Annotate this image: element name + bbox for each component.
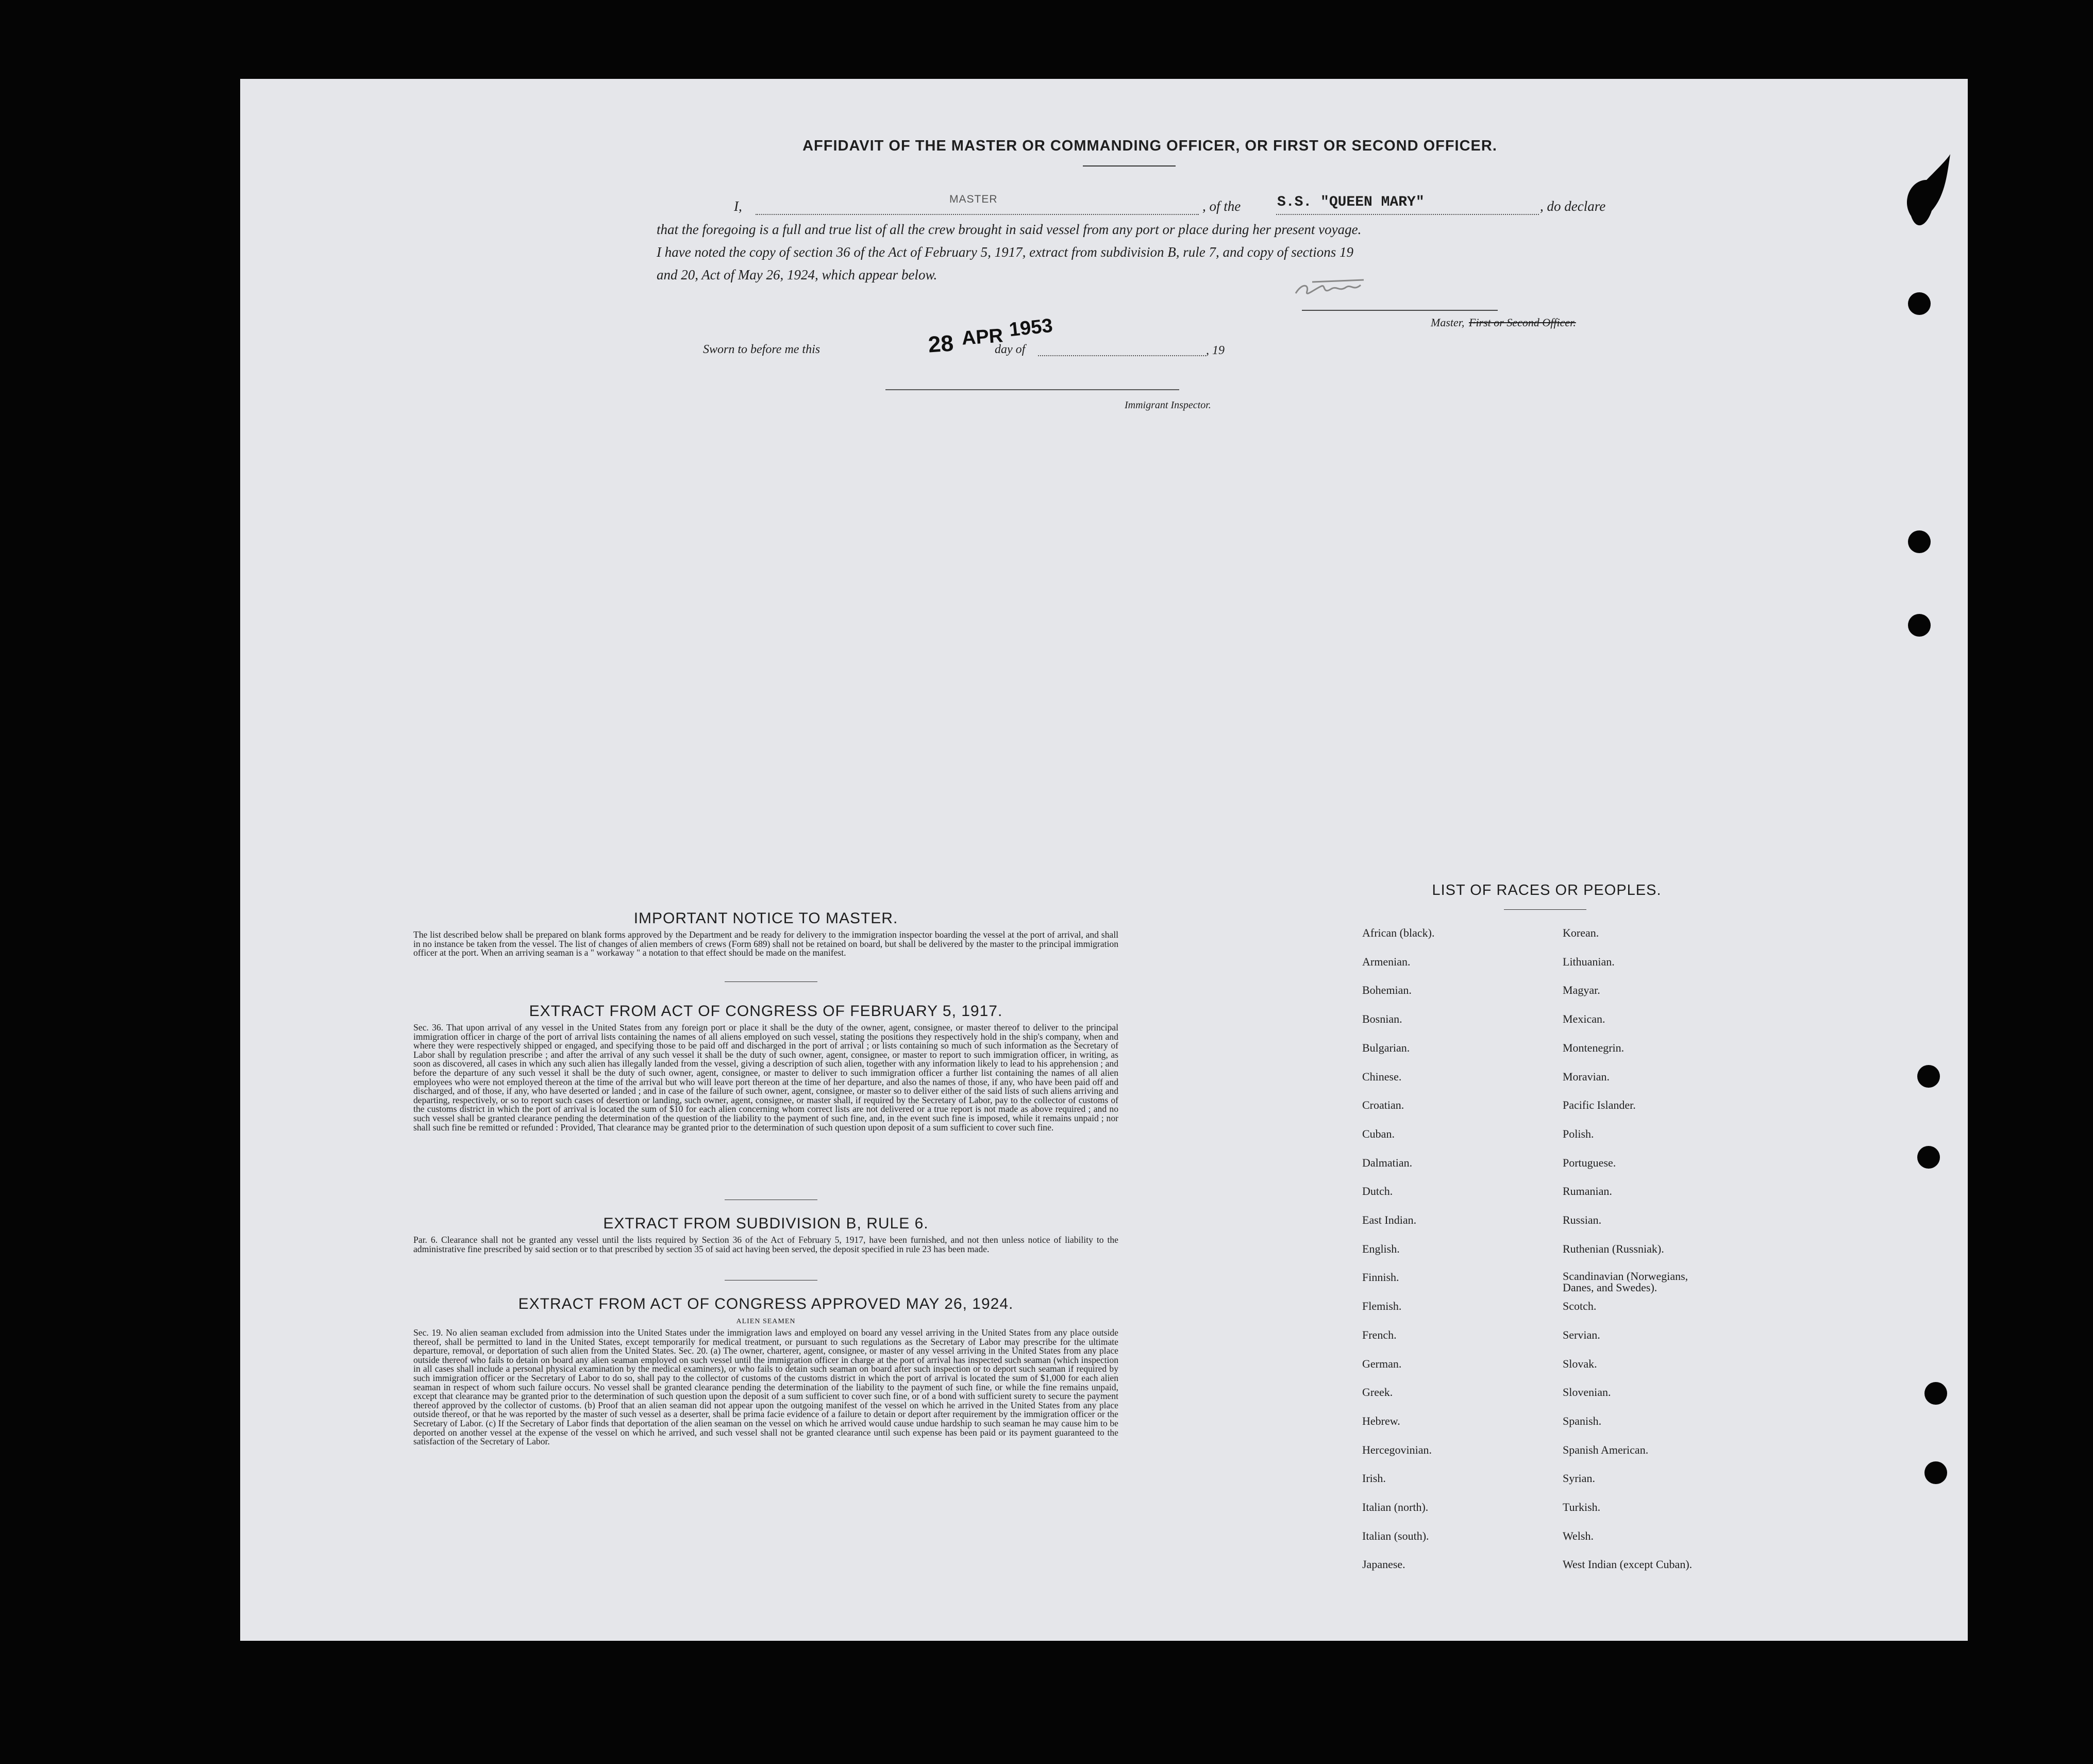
race-item: Dalmatian. <box>1362 1156 1413 1169</box>
extract-1917-title: EXTRACT FROM ACT OF CONGRESS OF FEBRUARY 5, 1917. <box>529 1003 1003 1020</box>
date-stamp-month: APR <box>961 325 1004 350</box>
date-stamp-year: 1953 <box>1008 314 1054 341</box>
race-item: Mexican. <box>1563 1012 1605 1026</box>
vessel-name-line <box>1276 214 1539 215</box>
vessel-name: S.S. "QUEEN MARY" <box>1277 194 1425 210</box>
affidavit-of-the: , of the <box>1202 198 1241 214</box>
race-item: English. <box>1362 1242 1400 1255</box>
race-item: Dutch. <box>1362 1185 1393 1198</box>
punch-hole <box>1908 530 1931 553</box>
race-item: Slovak. <box>1563 1357 1597 1370</box>
title-underline <box>1083 165 1176 167</box>
affidavit-line2: that the foregoing is a full and true list of all the crew brought in said vessel from any port or place during her present voyage. <box>657 222 1362 237</box>
torn-corner-mark <box>1896 154 1957 247</box>
punch-hole <box>1917 1146 1940 1169</box>
sworn-month-line <box>1038 355 1206 356</box>
date-stamp-day: 28 <box>927 330 955 358</box>
race-item: Syrian. <box>1563 1472 1595 1485</box>
punch-hole <box>1924 1461 1947 1484</box>
affidavit-line3: I have noted the copy of section 36 of the Act of February 5, 1917, extract from subdivision B, rule 7, and copy of sections 19 <box>657 244 1353 260</box>
race-item: Moravian. <box>1563 1070 1610 1083</box>
race-item: Hebrew. <box>1362 1414 1400 1427</box>
punch-hole <box>1908 614 1931 637</box>
race-item: Italian (north). <box>1362 1501 1429 1513</box>
master-typed: MASTER <box>949 193 998 205</box>
signature-caption-master: Master, <box>1431 316 1465 329</box>
race-item: Slovenian. <box>1563 1386 1611 1399</box>
race-item: West Indian (except Cuban). <box>1563 1558 1693 1571</box>
race-item: Cuban. <box>1362 1127 1395 1140</box>
inspector-line <box>885 389 1179 390</box>
race-item: East Indian. <box>1362 1213 1417 1226</box>
extract-1917-text: Sec. 36. That upon arrival of any vessel in the United States from any foreign port or place it shall be the duty of the owner, agent, consignee, or master thereof to deliver to the principal immigration officer in charge of the port of arrival lists containing the names of all aliens employed on such vessel, stating the positions they respectively hold in the ship's company, when and where they were respectively shipped or engaged, and specifying those to be paid off and discharged in the port of arrival ; or lists containing so much of such information as the Secretary of Labor shall by regulation prescribe ; and after the arrival of any such vessel it shall be the duty of such owner, agent, consignee, or master to report to such immigration officer, in writing, as soon as discovered, all cases in which any such alien has illegally landed from the vessel, giving a description of such alien, together with any information likely to lead to his apprehension ; and before the departure of any such vessel it shall be the duty of such owner, agent, consignee, or master to deliver to such immigration officer a further list containing the names of all alien employees who were not employed thereon at the time of the arrival but who will leave port thereon at the time of her departure, and also the names of those, if any, who have been paid off and discharged, and of those, if any, who have deserted or landed ; and in case of the failure of such owner, agent, consignee, or master so to deliver either of the said lists of such aliens arriving and departing, respectively, or so to report such cases of desertion or landing, such owner, agent, consignee, or master shall, if required by the Secretary of Labor, pay to the collector of customs of the customs district in which the port of arrival is located the sum of $10 for each alien concerning whom correct lists are not delivered or a true report is not made as above required ; and no such vessel shall be granted clearance pending the determination of the question of the liability to the payment of such fine, and, in the event such fine is imposed, while it remains unpaid ; nor shall such fine be remitted or refunded : Provided, That clearance may be granted prior to the determination of such question upon deposit of a sum sufficient to cover such fine. <box>413 1022 1118 1133</box>
races-title: LIST OF RACES OR PEOPLES. <box>1432 882 1662 898</box>
race-item: Servian. <box>1563 1328 1600 1341</box>
race-item: African (black). <box>1362 926 1435 939</box>
race-item: German. <box>1362 1357 1402 1370</box>
sworn-year-suffix: , 19 <box>1206 344 1225 357</box>
extract-1924-subtitle: ALIEN SEAMEN <box>736 1318 796 1325</box>
signature-caption-struck: First or Second Officer. <box>1469 316 1576 329</box>
notice-text: The list described below shall be prepared on blank forms approved by the Department and be ready for delivery to the immigration inspector boarding the vessel at the port of arrival, and shall in no instance be taken from the vessel. The list of changes of alien members of crews (Form 689) shall not be retained on board, but shall be delivered by the master to the principal immigration officer at the port. When an arriving seaman is a " workaway " a notation to that effect should be made on the manifest. <box>413 929 1118 958</box>
affidavit-line4: and 20, Act of May 26, 1924, which appear below. <box>657 267 937 282</box>
extract-1924-text: Sec. 19. No alien seaman excluded from admission into the United States under the immigration laws and employed on board any vessel arriving in the United States from any place outside thereof, shall be permitted to land in the United States, except temporarily for medical treatment, or pursuant to such regulations as the Secretary of Labor may prescribe for the ultimate departure, removal, or deportation of such alien from the United States. Sec. 20. (a) The owner, charterer, agent, consignee, or master of any vessel arriving in the United States from any place outside thereof who fails to detain on board any alien seaman employed on such vessel until the immigration officer in charge at the port of arrival has inspected such seaman (which inspection in all cases shall include a personal physical examination by the medical examiners), or who fails to detain such seaman on board after such inspection or to deport such seaman if required by such immigration officer or the Secretary of Labor to do so, shall pay to the collector of customs of the customs district in which the port of arrival is located the sum of $1,000 for each alien seaman in respect of whom such failure occurs. No vessel shall be granted clearance pending the determination of the liability to the payment of such fine, or while the fine remains unpaid, except that clearance may be granted prior to the determination of such question upon the deposit of a sum sufficient to cover such fine, or of a bond with sufficient surety to secure the payment thereof approved by the collector of customs. (b) Proof that an alien seaman did not appear upon the outgoing manifest of the vessel on which he arrived in the United States from any place outside thereof, or that he was reported by the master of such vessel as a deserter, shall be prima facie evidence of a failure to detain or deport after requirement by the immigration officer or the Secretary of Labor. (c) If the Secretary of Labor finds that deportation of the alien seaman on the vessel on which he arrived would cause undue hardship to such seaman he may cause him to be deported on another vessel at the expense of the vessel on which he arrived, and such vessel shall not be granted clearance until such expense has been paid or its payment guaranteed to the satisfaction of the Secretary of Labor. <box>413 1327 1118 1447</box>
subdivision-title: EXTRACT FROM SUBDIVISION B, RULE 6. <box>603 1215 929 1232</box>
race-item: Pacific Islander. <box>1563 1099 1636 1112</box>
race-item: Finnish. <box>1362 1271 1399 1284</box>
race-item: Montenegrin. <box>1563 1041 1625 1054</box>
signature <box>1292 274 1369 303</box>
sworn-day-of: day of <box>995 343 1026 356</box>
punch-hole <box>1908 292 1931 315</box>
master-name-line <box>756 214 1199 215</box>
race-item: Irish. <box>1362 1472 1386 1485</box>
race-item: Portuguese. <box>1563 1156 1616 1169</box>
race-item: Greek. <box>1362 1386 1393 1399</box>
race-item: Ruthenian (Russniak). <box>1563 1242 1664 1255</box>
race-item: French. <box>1362 1328 1397 1341</box>
race-item: Hercegovinian. <box>1362 1443 1432 1456</box>
race-item: Scandinavian (Norwegians, Danes, and Swedes). <box>1563 1270 1688 1294</box>
affidavit-title: AFFIDAVIT OF THE MASTER OR COMMANDING OFFICER, OR FIRST OR SECOND OFFICER. <box>802 138 1497 154</box>
affidavit-declare: , do declare <box>1540 198 1606 214</box>
race-item: Polish. <box>1563 1127 1594 1140</box>
race-item: Turkish. <box>1563 1501 1601 1513</box>
punch-hole <box>1924 1382 1947 1405</box>
race-item: Bulgarian. <box>1362 1041 1410 1054</box>
race-item: Korean. <box>1563 926 1599 939</box>
notice-title: IMPORTANT NOTICE TO MASTER. <box>633 910 898 927</box>
race-item: Italian (south). <box>1362 1529 1429 1542</box>
race-item: Croatian. <box>1362 1099 1404 1112</box>
race-item: Rumanian. <box>1563 1185 1612 1198</box>
inspector-caption: Immigrant Inspector. <box>1125 400 1211 411</box>
races-title-underline <box>1504 909 1586 910</box>
affidavit-i: I, <box>734 198 742 214</box>
signature-line <box>1302 310 1498 311</box>
race-item: Russian. <box>1563 1213 1602 1226</box>
divider <box>725 981 817 982</box>
extract-1924-title: EXTRACT FROM ACT OF CONGRESS APPROVED MAY 26, 1924. <box>518 1295 1014 1312</box>
subdivision-text: Par. 6. Clearance shall not be granted any vessel until the lists required by Section 36 of the Act of February 5, 1917, have been furnished, and not then unless notice of liability to the administrative fine prescribed by said section or to that prescribed by section 35 of said act having been served, the deposit specified in rule 23 has been made. <box>413 1235 1118 1254</box>
race-item: Flemish. <box>1362 1300 1402 1313</box>
race-item: Scotch. <box>1563 1300 1597 1313</box>
punch-hole <box>1917 1065 1940 1088</box>
document-page <box>240 79 1968 1641</box>
race-item: Spanish. <box>1563 1414 1602 1427</box>
race-item: Lithuanian. <box>1563 955 1615 968</box>
race-item: Magyar. <box>1563 984 1600 997</box>
race-item: Welsh. <box>1563 1529 1594 1542</box>
race-item: Armenian. <box>1362 955 1411 968</box>
sworn-text: Sworn to before me this <box>703 343 821 356</box>
race-item: Bohemian. <box>1362 984 1412 997</box>
race-item: Spanish American. <box>1563 1443 1649 1456</box>
race-item: Chinese. <box>1362 1070 1402 1083</box>
race-item: Bosnian. <box>1362 1012 1402 1026</box>
race-item: Japanese. <box>1362 1558 1405 1571</box>
